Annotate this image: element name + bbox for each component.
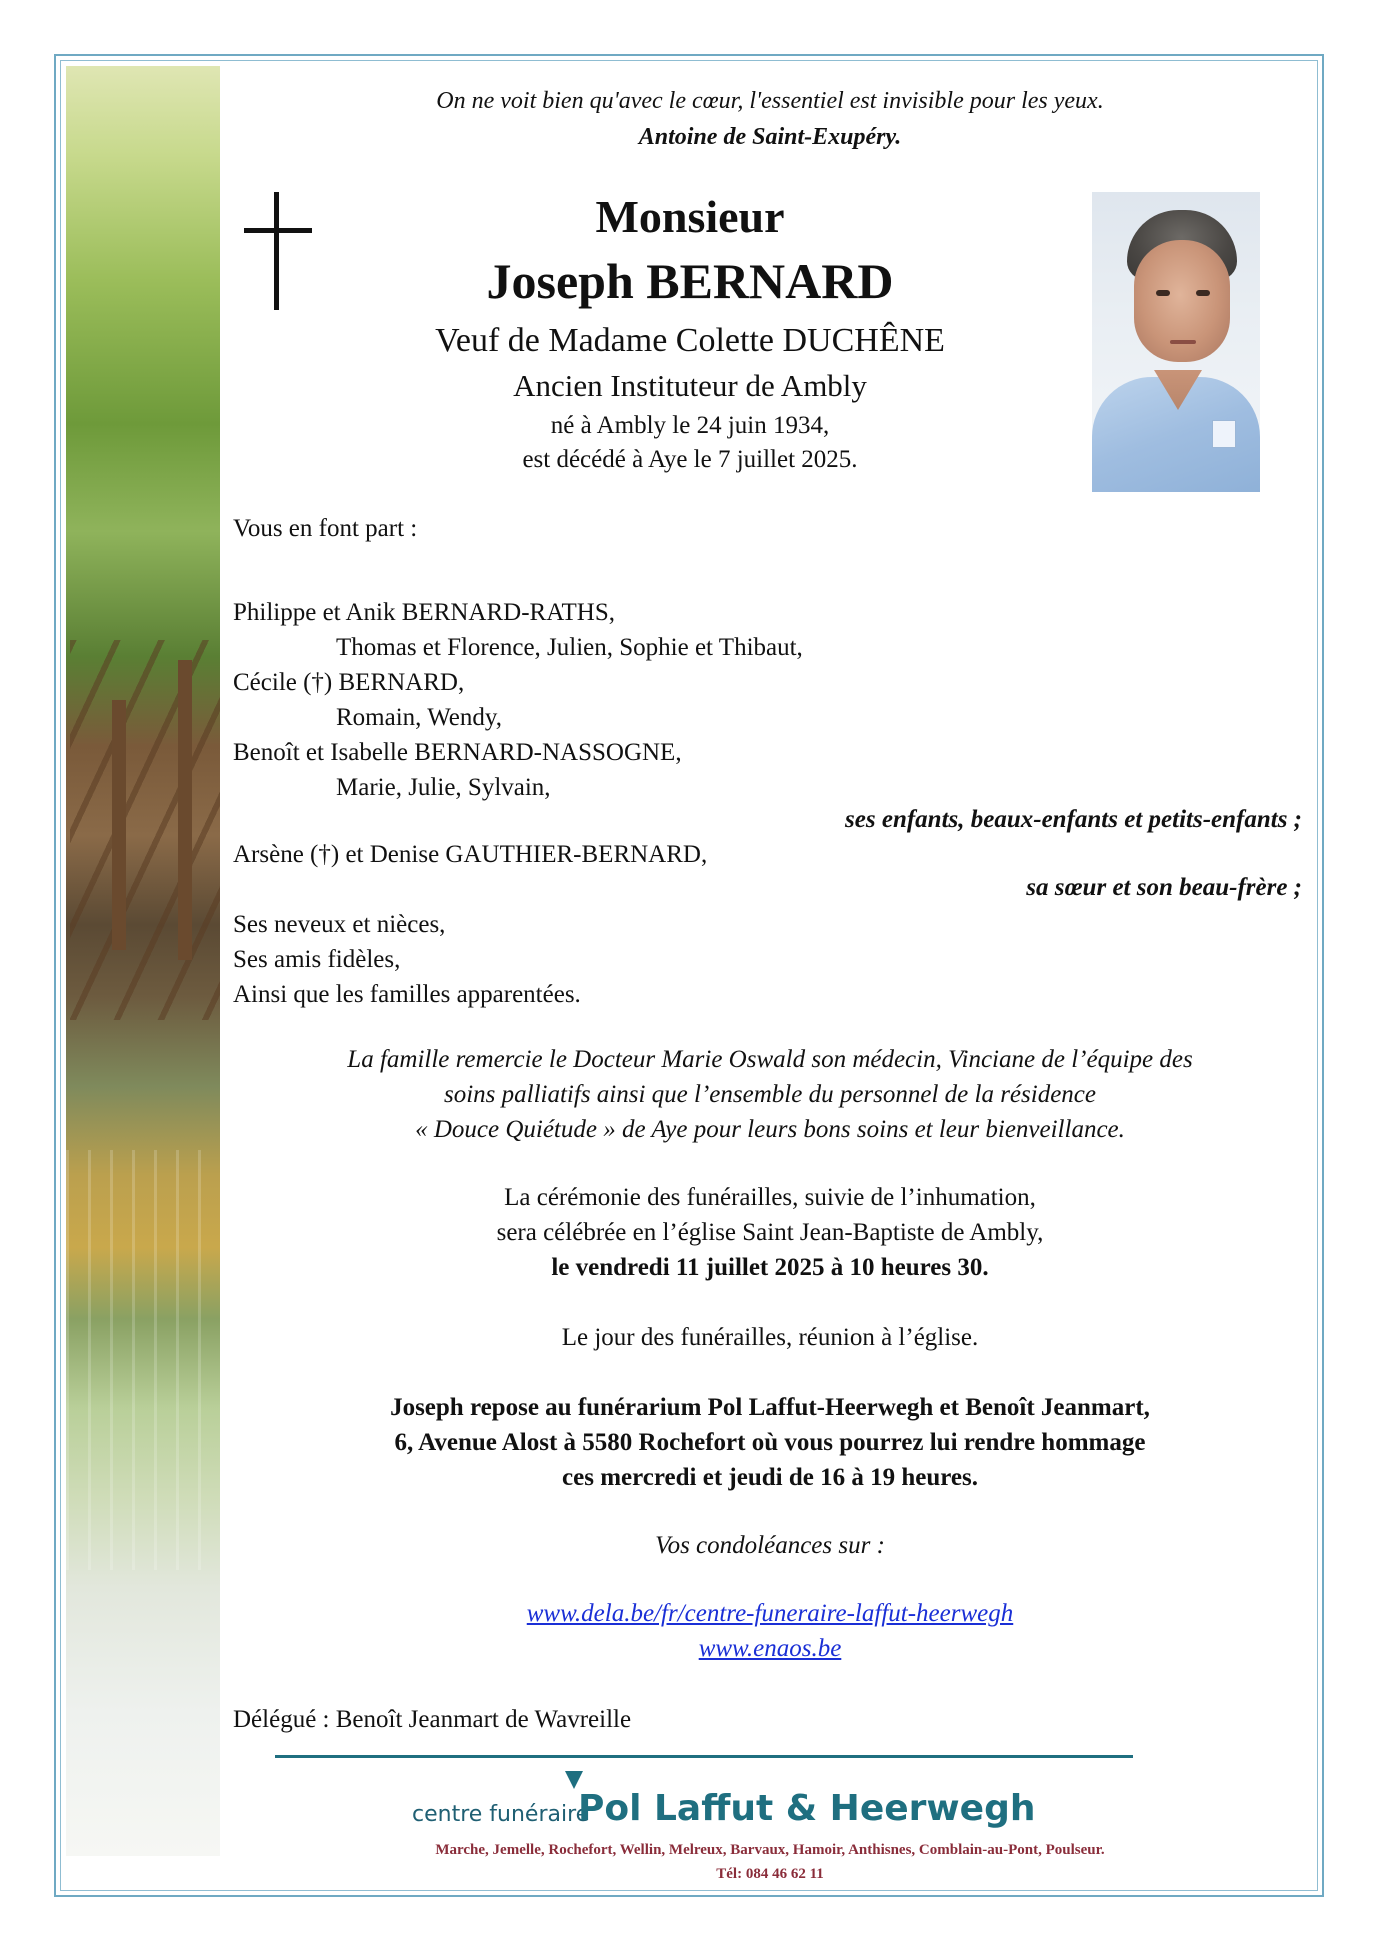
spouse-line: Veuf de Madame Colette DUCHÊNE: [435, 322, 945, 359]
portrait-mouth: [1170, 340, 1196, 344]
bridge-post: [178, 660, 192, 960]
family-line: Marie, Julie, Sylvain,: [336, 774, 551, 801]
deceased-title: Monsieur: [595, 191, 785, 242]
deceased-name: Joseph BERNARD: [486, 253, 894, 309]
logo-name: Pol Laffut & Heerwegh: [578, 1788, 1036, 1829]
ceremony-line: La cérémonie des funérailles, suivie de l’inhumation,: [504, 1184, 1036, 1211]
family-line: Ses amis fidèles,: [233, 946, 401, 973]
death-line: est décédé à Aye le 7 juillet 2025.: [522, 446, 858, 473]
water-reflection: [66, 1150, 220, 1570]
repose-line: ces mercredi et jeudi de 16 à 19 heures.: [562, 1464, 978, 1491]
family-line: Arsène (†) et Denise GAUTHIER-BERNARD,: [233, 841, 708, 868]
thanks-line: La famille remercie le Docteur Marie Oswald son médecin, Vinciane de l’équipe des: [347, 1046, 1193, 1073]
condolences-link-enaos[interactable]: www.enaos.be: [698, 1635, 842, 1662]
logo-prefix: centre funéraire: [412, 1802, 590, 1827]
ceremony-line: sera célébrée en l’église Saint Jean-Baptiste de Ambly,: [496, 1219, 1044, 1246]
repose-line: Joseph repose au funérarium Pol Laffut-Heerwegh et Benoît Jeanmart,: [390, 1394, 1150, 1421]
family-line: Benoît et Isabelle BERNARD-NASSOGNE,: [233, 739, 682, 766]
family-line: Thomas et Florence, Julien, Sophie et Thibaut,: [336, 634, 803, 661]
family-line: Ainsi que les familles apparentées.: [233, 981, 581, 1008]
delegate-line: Délégué : Benoît Jeanmart de Wavreille: [233, 1706, 632, 1733]
condolences-label: Vos condoléances sur :: [655, 1532, 885, 1559]
relation-sibling: sa sœur et son beau-frère ;: [1026, 874, 1302, 901]
bridge-railing: [70, 640, 220, 1020]
quote-author: Antoine de Saint-Exupéry.: [638, 124, 902, 150]
thanks-line: « Douce Quiétude » de Aye pour leurs bons soins et leur bienveillance.: [415, 1116, 1125, 1143]
birth-line: né à Ambly le 24 juin 1934,: [550, 412, 830, 439]
ceremony-date: le vendredi 11 juillet 2025 à 10 heures 30.: [551, 1254, 989, 1281]
family-line: Ses neveux et nièces,: [233, 911, 446, 938]
logo-towns: Marche, Jemelle, Rochefort, Wellin, Melreux, Barvaux, Hamoir, Anthisnes, Comblain-au-Pont, Poulseur.: [435, 1842, 1105, 1858]
announce-intro: Vous en font part :: [233, 515, 418, 542]
meeting-line: Le jour des funérailles, réunion à l’église.: [561, 1324, 979, 1351]
portrait-eye: [1196, 290, 1210, 296]
condolences-link-dela[interactable]: www.dela.be/fr/centre-funeraire-laffut-heerwegh: [526, 1600, 1014, 1627]
relation-children: ses enfants, beaux-enfants et petits-enfants ;: [845, 806, 1302, 833]
repose-line: 6, Avenue Alost à 5580 Rochefort où vous pourrez lui rendre hommage: [394, 1429, 1146, 1456]
cross-icon: [274, 192, 279, 310]
logo-divider: [275, 1755, 1133, 1758]
logo-phone: Tél: 084 46 62 11: [716, 1866, 824, 1882]
bridge-post: [112, 700, 126, 950]
family-line: Cécile (†) BERNARD,: [233, 669, 465, 696]
logo-triangle-icon: [565, 1771, 583, 1789]
occupation-line: Ancien Instituteur de Ambly: [513, 368, 867, 403]
portrait-pocket: [1212, 420, 1236, 448]
portrait-eye: [1156, 290, 1170, 296]
quote-text: On ne voit bien qu'avec le cœur, l'essentiel est invisible pour les yeux.: [436, 88, 1104, 114]
family-line: Romain, Wendy,: [336, 704, 503, 731]
thanks-line: soins palliatifs ainsi que l’ensemble du personnel de la résidence: [444, 1081, 1096, 1108]
family-line: Philippe et Anik BERNARD-RATHS,: [233, 599, 615, 626]
deceased-portrait-photo: [1092, 192, 1260, 492]
